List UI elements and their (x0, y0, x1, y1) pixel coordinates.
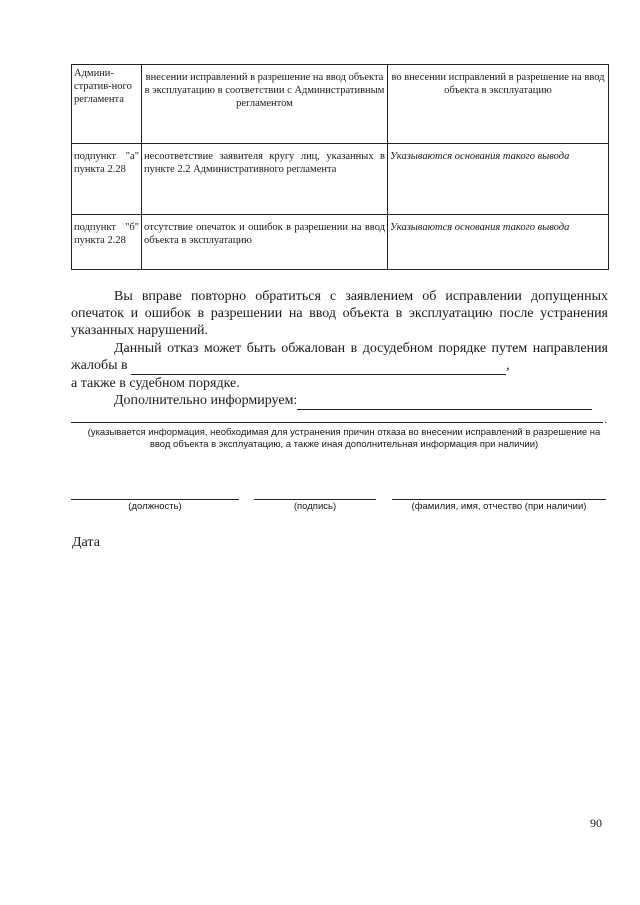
appeal-body-field[interactable] (131, 357, 506, 375)
full-name-line[interactable] (392, 499, 606, 500)
table-header-row (72, 65, 609, 144)
paragraph-reapply-text: Вы вправе повторно обратиться с заявлением об исправлении допущенных опечаток и ошибок в разрешении на ввод объекта в эксплуатацию после устранения указанных нарушений. (71, 289, 608, 338)
full-name-label: (фамилия, имя, отчество (при наличии) (411, 501, 587, 512)
header-cell-regulation: Админи-стратив-ного регламента (72, 65, 142, 144)
additional-info-field[interactable] (297, 392, 592, 410)
row-cell-clause: подпункт "а" пункта 2.28 (72, 144, 142, 215)
row-cell-ground: отсутствие опечаток и ошибок в разрешении на ввод объекта в эксплуатацию (142, 215, 388, 270)
paragraph-additional-text: Дополнительно информируем: (114, 393, 298, 408)
paragraph-additional (71, 392, 608, 410)
page-number: 90 (590, 816, 602, 830)
row-cell-ground: несоответствие заявителя кругу лиц, указанных в пункте 2.2 Административного регламента (142, 144, 388, 215)
paragraph-appeal-end: а также в судебном порядке. (71, 376, 240, 391)
refusal-reasons-table (71, 64, 609, 270)
position-label: (должность) (128, 501, 182, 512)
table-row (72, 215, 609, 270)
row-cell-clause: подпункт "б" пункта 2.28 (72, 215, 142, 270)
row-cell-explanation: Указываются основания такого вывода (388, 144, 609, 215)
date-label: Дата (72, 535, 100, 550)
additional-info-note: (указывается информация, необходимая для устранения причин отказа во внесении исправлений в разрешение на ввод объекта в эксплуатацию, а также иная дополнительная информация при наличии) (87, 427, 601, 450)
table-row (72, 144, 609, 215)
paragraph-appeal-text: Данный отказ может быть обжалован в досудебном порядке путем направления жалобы в (71, 341, 608, 373)
row-cell-explanation: Указываются основания такого вывода (388, 215, 609, 270)
line-end-period: . (604, 412, 607, 426)
header-cell-explanation: во внесении исправлений в разрешение на ввод объекта в эксплуатацию (388, 65, 609, 144)
paragraph-reapply (71, 288, 608, 339)
header-cell-grounds: внесении исправлений в разрешение на ввод объекта в эксплуатацию в соответствии с Административным регламентом (142, 65, 388, 144)
signature-label: (подпись) (293, 501, 337, 512)
position-line[interactable] (71, 499, 239, 500)
paragraph-appeal: Данный отказ может быть обжалован в досудебном порядке путем направления жалобы в , а также в судебном порядке. (71, 341, 608, 391)
additional-info-line[interactable] (71, 422, 603, 423)
signature-line[interactable] (254, 499, 376, 500)
